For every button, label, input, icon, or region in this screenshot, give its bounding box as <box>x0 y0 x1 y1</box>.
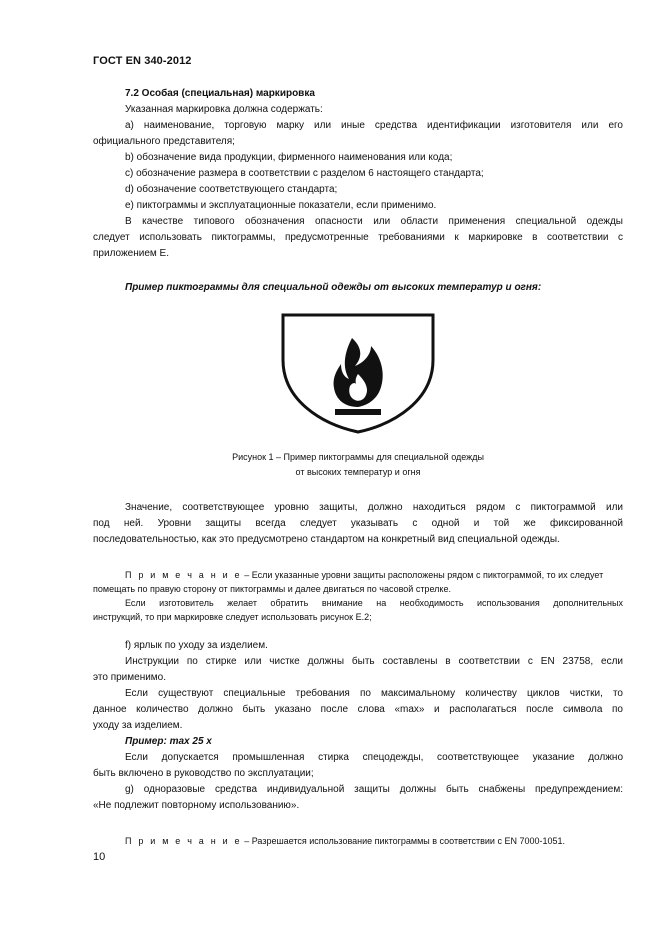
special-line-3: уходу за изделием. <box>93 720 183 731</box>
protection-line-1: Значение, соответствующее уровню защиты, должно находиться рядом с пиктограммой или <box>125 502 623 513</box>
typical-line-3: приложением Е. <box>93 248 169 259</box>
industrial-line-1: Если допускается промышленная стирка спецодежды, соответствующее указание должно <box>125 752 623 763</box>
typical-line-1: В качестве типового обозначения опасности или области применения специальной одежды <box>125 216 623 227</box>
section-intro: Указанная маркировка должна содержать: <box>125 104 323 115</box>
note-1-line-1 <box>93 568 623 582</box>
note-1-line-3: Если изготовитель желает обратить внимание на необходимость использования дополнительных <box>125 598 623 608</box>
note-2 <box>93 834 623 848</box>
typical-line-2: следует использовать пиктограммы, предусмотренные требованиями к маркировке в соответствии с <box>93 232 623 243</box>
special-line-2: данное количество должно быть указано после слова «max» и располагаться после символа по <box>93 704 623 715</box>
example-title: Пример пиктограммы для специальной одежды от высоких температур и огня: <box>125 282 542 293</box>
list-item-b: b) обозначение вида продукции, фирменного наименования или кода; <box>125 152 453 163</box>
figure-pictogram <box>93 304 623 450</box>
max-example: Пример: max 25 x <box>125 736 212 747</box>
list-item-a-continued: официального представителя; <box>93 136 235 147</box>
list-item-g-continued: «Не подлежит повторному использованию». <box>93 800 300 811</box>
note-1-line-4: инструкций, то при маркировке следует использовать рисунок Е.2; <box>93 612 372 622</box>
note-1-label: П р и м е ч а н и е <box>125 570 242 580</box>
special-line-1: Если существуют специальные требования по максимальному количеству циклов чистки, то <box>125 688 623 699</box>
figure-caption-line-2: от высоких температур и огня <box>295 467 421 477</box>
page-content <box>93 86 623 848</box>
list-item-g: g) одноразовые средства индивидуальной защиты должны быть снабжены предупреждением: <box>125 784 623 795</box>
note-2-label: П р и м е ч а н и е <box>125 836 242 846</box>
note-1-text: – Если указанные уровни защиты расположены рядом с пиктограммой, то их следует <box>241 570 604 580</box>
protection-line-3: последовательностью, как это предусмотрено стандартом на конкретный вид специальной одежды. <box>93 534 560 545</box>
list-item-c: c) обозначение размера в соответствии с разделом 6 настоящего стандарта; <box>125 168 484 179</box>
section-title: 7.2 Особая (специальная) маркировка <box>125 88 315 99</box>
list-item-d: d) обозначение соответствующего стандарта; <box>125 184 338 195</box>
document-header: ГОСТ EN 340-2012 <box>93 55 192 67</box>
instructions-line-1: Инструкции по стирке или чистке должны быть составлены в соответствии с EN 23758, если <box>125 656 623 667</box>
list-item-f: f) ярлык по уходу за изделием. <box>125 640 268 651</box>
note-1-line-2: помещать по правую сторону от пиктограммы и далее двигаться по часовой стрелке. <box>93 584 451 594</box>
flame-shield-icon <box>279 312 437 434</box>
industrial-line-2: быть включено в руководство по эксплуатации; <box>93 768 314 779</box>
protection-line-2: под ней. Уровни защиты всегда следует указывать с одной и той же фиксированной <box>93 518 623 529</box>
figure-caption-line-1: Рисунок 1 – Пример пиктограммы для специальной одежды <box>232 452 484 462</box>
page-number: 10 <box>93 851 106 863</box>
list-item-a: а) наименование, торговую марку или иные средства идентификации изготовителя или его <box>125 120 623 131</box>
list-item-e: е) пиктограммы и эксплуатационные показатели, если применимо. <box>125 200 437 211</box>
note-2-text: – Разрешается использование пиктограммы в соответствии с EN 7000-1051. <box>241 836 565 846</box>
instructions-line-2: это применимо. <box>93 672 167 683</box>
